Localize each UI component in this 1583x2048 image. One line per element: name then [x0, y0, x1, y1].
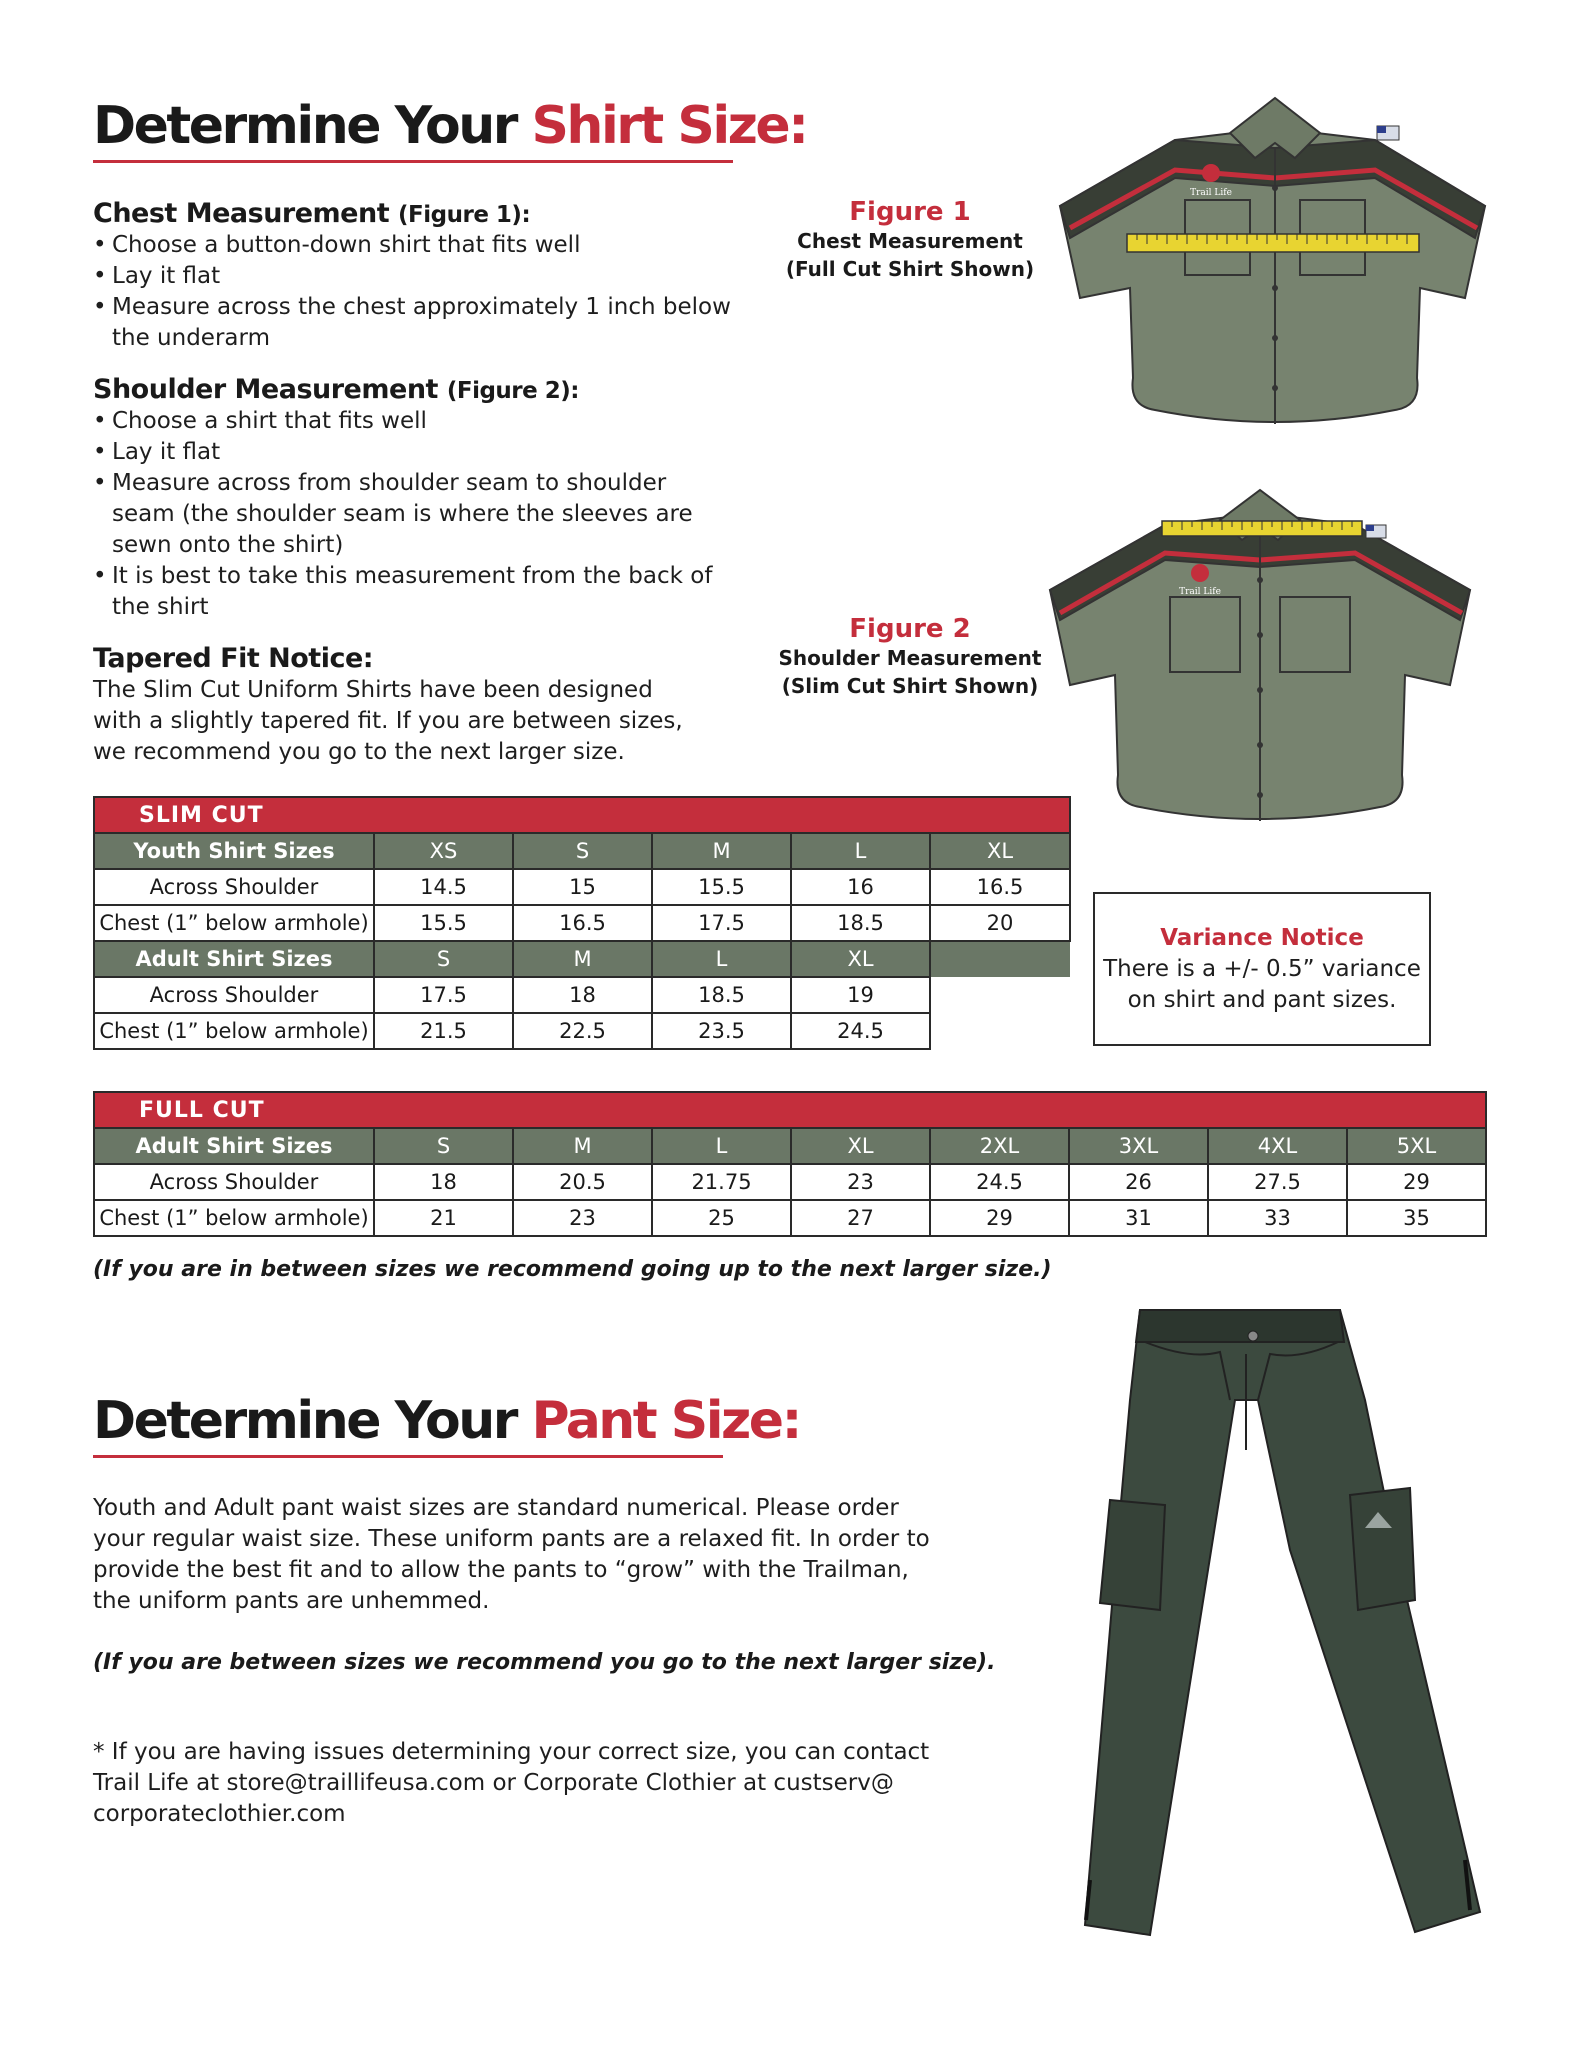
size-header: L: [652, 941, 791, 977]
slim-cut-title: SLIM CUT: [94, 797, 1070, 833]
table-cell: 22.5: [513, 1013, 652, 1049]
table-cell: 20.5: [513, 1164, 652, 1200]
shoulder-measurement-title: Shoulder Measurement (Figure 2):: [93, 374, 579, 405]
adult-header-label: Adult Shirt Sizes: [94, 1128, 374, 1164]
size-header: L: [791, 833, 930, 869]
table-cell: 18.5: [652, 977, 791, 1013]
table-row: [94, 1013, 1070, 1049]
table-cell: 23.5: [652, 1013, 791, 1049]
pants-illustration: [1020, 1300, 1500, 1950]
list-item: • Measure across from shoulder seam to shoulder seam (the shoulder seam is where the sleeves are sewn onto the shirt): [93, 468, 733, 561]
tapered-fit-section: [93, 643, 693, 768]
figure-1-caption: [770, 197, 1050, 283]
size-header: XL: [930, 833, 1070, 869]
size-header: XS: [374, 833, 513, 869]
figure-2-line2: (Slim Cut Shirt Shown): [781, 674, 1039, 698]
table-cell: 18.5: [791, 905, 930, 941]
row-label: Chest (1” below armhole): [94, 1013, 374, 1049]
list-item: • It is best to take this measurement from the back of the shirt: [93, 561, 733, 623]
table-cell: 35: [1347, 1200, 1486, 1236]
shirt-size-heading: [93, 96, 807, 156]
tapered-fit-text: The Slim Cut Uniform Shirts have been designed with a slightly tapered fit. If you are between sizes, we recommend you go to the next larger size.: [93, 677, 683, 766]
row-label: Across Shoulder: [94, 869, 374, 905]
table-cell: 26: [1069, 1164, 1208, 1200]
table-cell: 21: [374, 1200, 513, 1236]
shoulder-measurement-list: [93, 406, 733, 623]
pant-heading-accent: Pant Size:: [531, 1391, 800, 1451]
table-cell: 23: [791, 1164, 930, 1200]
table-cell: 15: [513, 869, 652, 905]
table-cell: 24.5: [930, 1164, 1069, 1200]
tapered-fit-title: Tapered Fit Notice:: [93, 643, 374, 674]
full-cut-title: FULL CUT: [94, 1092, 1486, 1128]
youth-size-header-row: [94, 833, 1070, 869]
size-header: XL: [791, 941, 930, 977]
table-cell: 17.5: [652, 905, 791, 941]
figure-2-title: Figure 2: [849, 614, 971, 644]
slim-cut-table: [93, 796, 1071, 1050]
size-header: S: [374, 1128, 513, 1164]
figure-1-line2: (Full Cut Shirt Shown): [785, 257, 1035, 281]
table-cell: 18: [374, 1164, 513, 1200]
size-header: L: [652, 1128, 791, 1164]
figure-2-caption: [770, 614, 1050, 700]
size-header: S: [513, 833, 652, 869]
full-cut-table: [93, 1091, 1487, 1237]
table-cell: 29: [930, 1200, 1069, 1236]
row-label: Chest (1” below armhole): [94, 1200, 374, 1236]
table-row: [94, 977, 1070, 1013]
table-cell: 16.5: [513, 905, 652, 941]
shirt-heading-prefix: Determine Your: [93, 96, 532, 156]
list-item: • Choose a shirt that fits well: [93, 406, 733, 437]
adult-size-header-row: [94, 1128, 1486, 1164]
adult-header-label: Adult Shirt Sizes: [94, 941, 374, 977]
variance-text: There is a +/- 0.5” variance on shirt and pant sizes.: [1103, 956, 1421, 1013]
table-cell: 21.5: [374, 1013, 513, 1049]
slim-cut-shirt-illustration: [1040, 485, 1480, 855]
variance-notice-box: [1093, 892, 1431, 1046]
table-cell: 24.5: [791, 1013, 930, 1049]
table-cell: 21.75: [652, 1164, 791, 1200]
table-cell: 18: [513, 977, 652, 1013]
table-cell: 20: [930, 905, 1070, 941]
pant-size-text: Youth and Adult pant waist sizes are standard numerical. Please order your regular waist size. These uniform pants are a relaxed fit. In order to provide the best fit and to allow the pants to “grow” with the Trailman, the uniform pants are unhemmed.: [93, 1495, 930, 1614]
table-row: [94, 905, 1070, 941]
table-cell: 16: [791, 869, 930, 905]
table-cell: 25: [652, 1200, 791, 1236]
chest-measurement-list: [93, 230, 733, 354]
pant-heading-underline: [93, 1455, 723, 1458]
youth-header-label: Youth Shirt Sizes: [94, 833, 374, 869]
figure-1-title: Figure 1: [849, 197, 971, 227]
row-label: Across Shoulder: [94, 1164, 374, 1200]
chest-measurement-section: [93, 198, 733, 354]
pant-size-heading: [93, 1391, 800, 1451]
size-header: M: [652, 833, 791, 869]
chest-measurement-title: Chest Measurement (Figure 1):: [93, 198, 531, 229]
full-cut-note: (If you are in between sizes we recommend going up to the next larger size.): [93, 1257, 1052, 1282]
size-header: XL: [791, 1128, 930, 1164]
table-cell: 14.5: [374, 869, 513, 905]
size-header: 5XL: [1347, 1128, 1486, 1164]
table-row: [94, 1200, 1486, 1236]
size-header: 3XL: [1069, 1128, 1208, 1164]
size-header: 2XL: [930, 1128, 1069, 1164]
row-label: Across Shoulder: [94, 977, 374, 1013]
row-label: Chest (1” below armhole): [94, 905, 374, 941]
table-cell: 33: [1208, 1200, 1347, 1236]
list-item: • Lay it flat: [93, 437, 733, 468]
table-cell: 27: [791, 1200, 930, 1236]
shoulder-measurement-section: [93, 374, 733, 623]
list-item: • Lay it flat: [93, 261, 733, 292]
pant-size-note: (If you are between sizes we recommend you go to the next larger size).: [93, 1650, 996, 1675]
shirt-heading-underline: [93, 160, 733, 163]
figure-2-line1: Shoulder Measurement: [778, 646, 1042, 670]
figure-1-line1: Chest Measurement: [797, 229, 1023, 253]
table-cell: 27.5: [1208, 1164, 1347, 1200]
size-header: M: [513, 941, 652, 977]
table-row: [94, 1164, 1486, 1200]
list-item: • Choose a button-down shirt that fits well: [93, 230, 733, 261]
table-cell: 16.5: [930, 869, 1070, 905]
variance-title: Variance Notice: [1160, 925, 1364, 951]
size-header: S: [374, 941, 513, 977]
size-header: M: [513, 1128, 652, 1164]
table-row: [94, 869, 1070, 905]
contact-note: * If you are having issues determining your correct size, you can contact Trail Life at store@traillifeusa.com or Corporate Clothier at custserv@ corporateclothier.com: [93, 1739, 930, 1827]
full-cut-shirt-illustration: [1045, 88, 1495, 458]
table-cell: 15.5: [652, 869, 791, 905]
fig1-logo-text: Trail Life: [1190, 188, 1232, 198]
table-cell: 31: [1069, 1200, 1208, 1236]
list-item: • Measure across the chest approximately 1 inch below the underarm: [93, 292, 733, 354]
table-cell: 15.5: [374, 905, 513, 941]
size-header: 4XL: [1208, 1128, 1347, 1164]
table-cell: 17.5: [374, 977, 513, 1013]
pant-heading-prefix: Determine Your: [93, 1391, 532, 1451]
table-cell: 23: [513, 1200, 652, 1236]
adult-size-header-row: [94, 941, 1070, 977]
shirt-heading-accent: Shirt Size:: [531, 96, 807, 156]
table-cell: 19: [791, 977, 930, 1013]
table-cell: 29: [1347, 1164, 1486, 1200]
fig2-logo-text: Trail Life: [1179, 587, 1221, 597]
